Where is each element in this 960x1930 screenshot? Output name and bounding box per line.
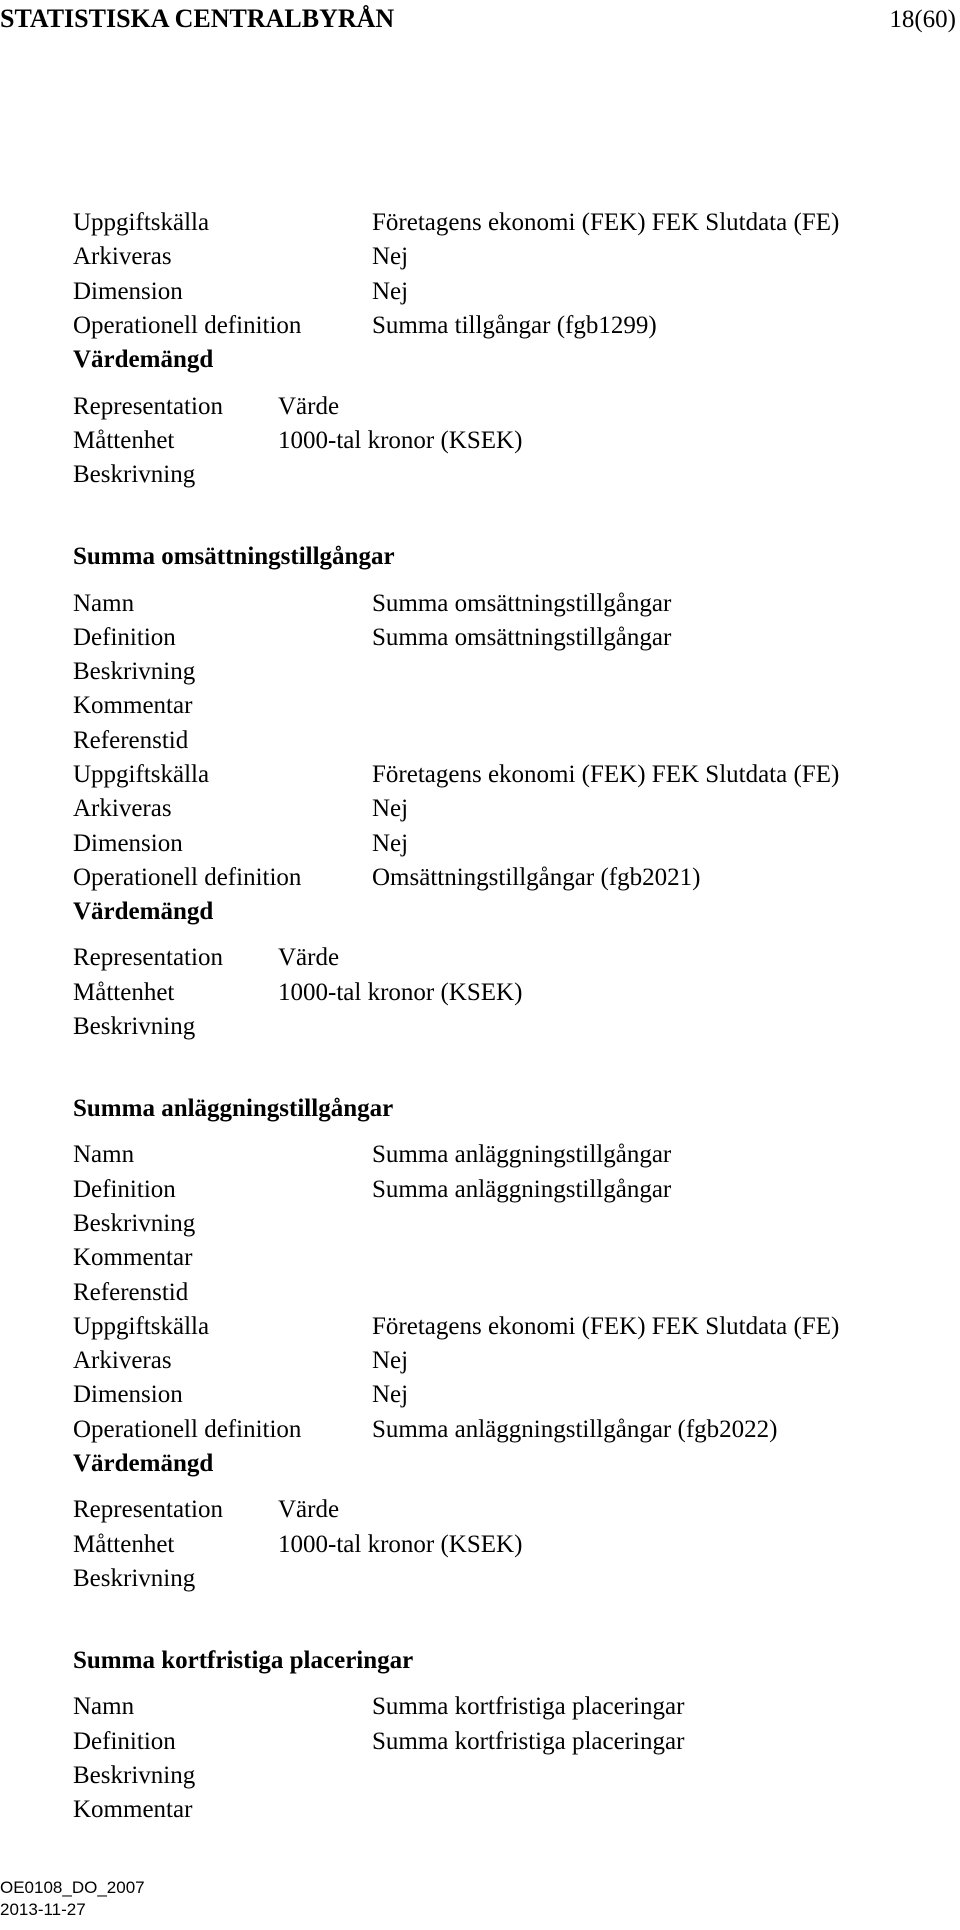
field-row	[73, 861, 953, 895]
field-value: Summa omsättningstillgångar	[372, 589, 672, 617]
description-label: Beskrivning	[73, 1013, 196, 1041]
section-title: Summa anläggningstillgångar	[73, 1095, 394, 1123]
field-value: Summa tillgångar (fgb1299)	[372, 312, 657, 340]
field-row	[73, 1724, 953, 1758]
field-label: Operationell definition	[73, 863, 302, 891]
field-label: Kommentar	[73, 692, 193, 720]
section-title: Summa kortfristiga placeringar	[73, 1647, 414, 1675]
continued-variable-block	[73, 206, 953, 492]
field-value: Summa anläggningstillgångar (fgb2022)	[372, 1415, 778, 1443]
field-label: Dimension	[73, 1381, 183, 1409]
field-row	[73, 826, 953, 860]
field-label: Kommentar	[73, 1796, 193, 1824]
description-row	[73, 458, 953, 492]
vardemangd-heading: Värdemängd	[73, 1450, 214, 1478]
field-row	[73, 792, 953, 826]
unit-row	[73, 424, 953, 458]
description-row	[73, 1562, 953, 1596]
representation-label: Representation	[73, 1496, 223, 1524]
field-value: Summa kortfristiga placeringar	[372, 1727, 685, 1755]
field-value: Omsättningstillgångar (fgb2021)	[372, 863, 701, 891]
field-row	[73, 1173, 953, 1207]
field-row	[73, 1759, 953, 1793]
field-value: Summa kortfristiga placeringar	[372, 1693, 685, 1721]
field-label: Arkiveras	[73, 243, 172, 271]
field-row	[73, 1413, 953, 1447]
field-label: Definition	[73, 623, 176, 651]
field-label: Beskrivning	[73, 658, 196, 686]
field-value: Nej	[372, 829, 409, 857]
field-row	[73, 586, 953, 620]
field-row	[73, 758, 953, 792]
field-row	[73, 724, 953, 758]
field-label: Namn	[73, 1693, 135, 1721]
field-label: Namn	[73, 1141, 135, 1169]
field-value: Nej	[372, 1381, 409, 1409]
vardemangd-heading: Värdemängd	[73, 346, 214, 374]
description-label: Beskrivning	[73, 461, 196, 489]
field-row	[73, 1310, 953, 1344]
field-value: Nej	[372, 795, 409, 823]
field-label: Namn	[73, 589, 135, 617]
variable-section	[73, 1644, 953, 1827]
document-footer	[0, 1877, 145, 1921]
field-label: Uppgiftskälla	[73, 209, 210, 237]
field-label: Beskrivning	[73, 1209, 196, 1237]
field-row	[73, 1793, 953, 1827]
unit-value: 1000-tal kronor (KSEK)	[278, 978, 523, 1006]
field-label: Uppgiftskälla	[73, 761, 210, 788]
field-row	[73, 1344, 953, 1378]
page-number: 18(60)	[889, 6, 956, 33]
field-value: Summa omsättningstillgångar	[372, 623, 672, 651]
field-label: Referenstid	[73, 726, 189, 754]
field-label: Beskrivning	[73, 1761, 196, 1789]
representation-value: Värde	[278, 392, 340, 420]
field-label: Referenstid	[73, 1278, 189, 1306]
variable-section	[73, 1092, 953, 1596]
field-row	[73, 621, 953, 655]
unit-value: 1000-tal kronor (KSEK)	[278, 1530, 523, 1558]
field-label: Arkiveras	[73, 795, 172, 823]
representation-value: Värde	[278, 944, 340, 972]
field-row	[73, 1378, 953, 1412]
representation-label: Representation	[73, 392, 223, 420]
field-row	[73, 689, 953, 723]
value-set-block	[73, 1493, 953, 1596]
field-label: Kommentar	[73, 1244, 193, 1272]
field-label: Dimension	[73, 277, 183, 305]
field-label: Uppgiftskälla	[73, 1312, 210, 1340]
variable-section	[73, 540, 953, 1044]
page-header	[0, 2, 960, 42]
description-label: Beskrivning	[73, 1564, 196, 1592]
field-row	[73, 1207, 953, 1241]
field-label: Arkiveras	[73, 1347, 172, 1375]
field-row	[73, 1138, 953, 1172]
organization-name: STATISTISKA CENTRALBYRÅN	[0, 4, 395, 33]
field-label: Dimension	[73, 829, 183, 857]
field-row	[73, 309, 953, 343]
representation-value: Värde	[278, 1496, 340, 1524]
description-row	[73, 1010, 953, 1044]
document-date: 2013-11-27	[0, 1900, 86, 1919]
representation-label: Representation	[73, 944, 223, 972]
field-value: Nej	[372, 1347, 409, 1375]
field-value: Företagens ekonomi (FEK) FEK Slutdata (FE)	[372, 761, 840, 788]
unit-row	[73, 976, 953, 1010]
field-row	[73, 240, 953, 274]
representation-row	[73, 941, 953, 975]
unit-label: Måttenhet	[73, 426, 175, 454]
field-label: Operationell definition	[73, 312, 302, 340]
document-content	[73, 206, 953, 1827]
field-value: Summa anläggningstillgångar	[372, 1175, 672, 1203]
document-id: OE0108_DO_2007	[0, 1878, 145, 1897]
unit-label: Måttenhet	[73, 978, 175, 1006]
value-set-block	[73, 941, 953, 1044]
unit-row	[73, 1528, 953, 1562]
value-set-block	[73, 389, 953, 492]
vardemangd-heading: Värdemängd	[73, 898, 214, 926]
field-row	[73, 655, 953, 689]
field-label: Definition	[73, 1727, 176, 1755]
field-value: Företagens ekonomi (FEK) FEK Slutdata (FE)	[372, 209, 840, 237]
section-title: Summa omsättningstillgångar	[73, 543, 395, 571]
field-row	[73, 275, 953, 309]
field-row	[73, 206, 953, 240]
representation-row	[73, 1493, 953, 1527]
field-row	[73, 1690, 953, 1724]
field-label: Operationell definition	[73, 1415, 302, 1443]
representation-row	[73, 389, 953, 423]
field-value: Nej	[372, 243, 409, 271]
field-row	[73, 1241, 953, 1275]
unit-label: Måttenhet	[73, 1530, 175, 1558]
unit-value: 1000-tal kronor (KSEK)	[278, 426, 523, 454]
field-label: Definition	[73, 1175, 176, 1203]
field-value: Summa anläggningstillgångar	[372, 1141, 672, 1169]
field-value: Nej	[372, 277, 409, 305]
field-value: Företagens ekonomi (FEK) FEK Slutdata (FE)	[372, 1312, 840, 1340]
field-row	[73, 1275, 953, 1309]
